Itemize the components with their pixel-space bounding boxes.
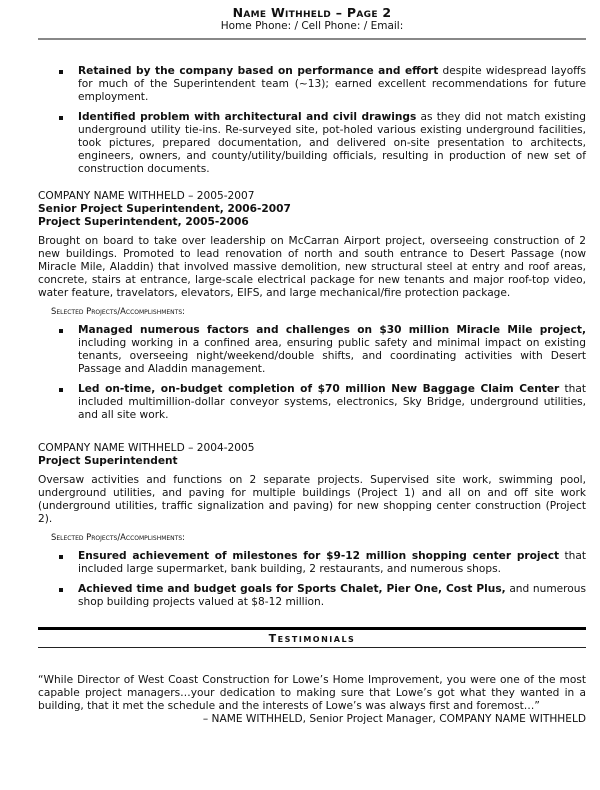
list-item <box>38 111 586 176</box>
job-summary: Brought on board to take over leadership on McCarran Airport project, overseeing construction of 2 new buildings. Promoted to lead renovation of north and south entrance to Desert Passage (now Miracle Mile, Aladdin) that involved massive demolition, new structural steel at entry and roof areas, concrete, stairs at entrance, large-scale electrical package for new tenants and major roof-top video, water feature, travelators, elevators, EIFS, and large mechanical/fire protection package. <box>38 235 586 299</box>
bullet-text: that included multimillion-dollar conveyor systems, electronics, Sky Bridge, underground utilities, and all site work. <box>78 383 586 421</box>
section-divider-thin <box>38 647 586 648</box>
section-title: Testimonials <box>268 632 356 645</box>
prior-job-bullets <box>38 65 586 176</box>
company-line: COMPANY NAME WITHHELD – 2005-2007 <box>38 190 255 202</box>
bullet-square-icon <box>59 70 63 74</box>
bullet-square-icon <box>59 588 63 592</box>
list-item <box>38 324 586 376</box>
bullet-lead: Identified problem with architectural and civil drawings <box>78 111 417 123</box>
bullet-square-icon <box>59 555 63 559</box>
company-line: COMPANY NAME WITHHELD – 2004-2005 <box>38 442 255 454</box>
bullet-text: that included large supermarket, bank building, 2 restaurants, and numerous shops. <box>78 550 586 575</box>
bullet-square-icon <box>59 388 63 392</box>
header-name-line <box>38 5 586 20</box>
job-bullets <box>38 324 586 422</box>
job-entry <box>38 442 586 609</box>
testimonial-attribution: – NAME WITHHELD, Senior Project Manager, COMPANY NAME WITHHELD <box>202 713 586 725</box>
selected-projects-label: Selected Projects/Accomplishments: <box>51 532 185 542</box>
page-label: Page 2 <box>346 5 392 20</box>
bullet-text: including working in a confined area, ensuring public safety and minimal impact on existing tenants, overseeing night/weekend/double shifts, and coordinating activities with Desert Passage and Aladdin management. <box>78 337 586 375</box>
bullet-lead: Managed numerous factors and challenges on $30 million Miracle Mile project, <box>78 324 586 336</box>
testimonials-section <box>38 627 586 726</box>
list-item <box>38 65 586 104</box>
page-header <box>38 5 586 40</box>
resume-page <box>38 0 586 726</box>
bullet-square-icon <box>59 329 63 333</box>
list-item <box>38 583 586 609</box>
testimonial-quote: “While Director of West Coast Construction for Lowe’s Home Improvement, you were one of the most capable project managers…your dedication to making sure that Lowe’s got what they wanted in a building, that it met the schedule and the interests of Lowe’s was always first and foremost…” <box>38 674 586 712</box>
header-separator: – <box>335 5 343 20</box>
job-bullets <box>38 550 586 609</box>
bullet-text: as they did not match existing underground utility tie-ins. Re-surveyed site, pot-holed various existing underground facilities, took pictures, prepared documentation, and delivered on-site presentation to architects, engineers, owners, and county/utility/building officials, resulting in production of new set of construction documents. <box>78 111 586 175</box>
bullet-square-icon <box>59 116 63 120</box>
job-title: Project Superintendent, 2005-2006 <box>38 216 249 228</box>
bullet-lead: Retained by the company based on performance and effort <box>78 65 439 77</box>
bullet-lead: Achieved time and budget goals for Sports Chalet, Pier One, Cost Plus, <box>78 583 506 595</box>
bullet-lead: Led on-time, on-budget completion of $70 million New Baggage Claim Center <box>78 383 560 395</box>
bullet-lead: Ensured achievement of milestones for $9-12 million shopping center project <box>78 550 560 562</box>
bullet-text: despite widespread layoffs for much of the Superintendent team (~13); earned excellent recommendations for future employment. <box>78 65 586 103</box>
list-item <box>38 550 586 576</box>
job-title: Project Superintendent <box>38 455 178 467</box>
job-title: Senior Project Superintendent, 2006-2007 <box>38 203 291 215</box>
header-divider <box>38 38 586 40</box>
job-summary: Oversaw activities and functions on 2 separate projects. Supervised site work, swimming pool, underground utilities, and paving for multiple buildings (Project 1) and all on and off site work (underground utilities, traffic signalization and paving) for new shopping center construction (Project 2). <box>38 474 586 525</box>
job-entry <box>38 190 586 422</box>
bullet-text: and numerous shop building projects valued at $8-12 million. <box>78 583 587 608</box>
list-item <box>38 383 586 422</box>
contact-line: Home Phone: / Cell Phone: / Email: <box>220 20 404 32</box>
candidate-name: Name Withheld <box>232 5 332 20</box>
selected-projects-label: Selected Projects/Accomplishments: <box>51 306 185 316</box>
